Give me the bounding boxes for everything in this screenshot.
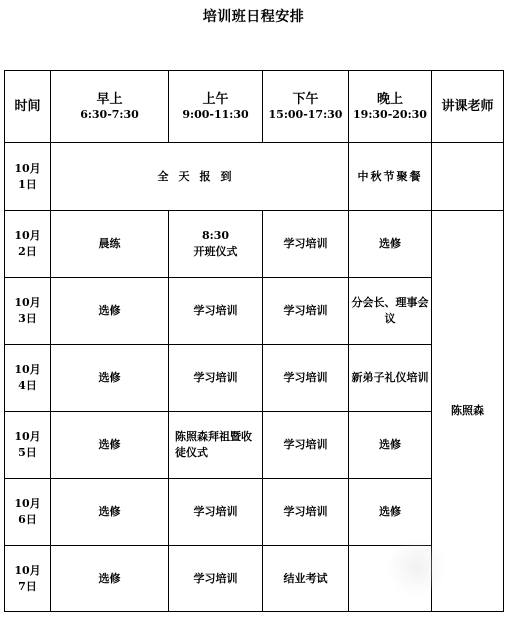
evening-cell: 选修 [349, 479, 432, 546]
page-title: 培训班日程安排 [202, 9, 305, 25]
evening-cell: 选修 [349, 211, 432, 278]
date-cell: 10月 7日 [5, 546, 51, 612]
table-row [5, 345, 504, 412]
forenoon-cell: 学习培训 [169, 278, 263, 345]
early-cell: 选修 [51, 546, 169, 612]
evening-cell: 选修 [349, 412, 432, 479]
table-header-row [5, 71, 504, 143]
forenoon-cell: 学习培训 [169, 546, 263, 612]
evening-cell: 中秋节聚餐 [349, 143, 432, 211]
table-row [5, 412, 504, 479]
afternoon-cell: 学习培训 [263, 278, 349, 345]
header-evening-time: 19:30-20:30 [353, 107, 427, 121]
early-cell: 选修 [51, 345, 169, 412]
date-cell: 10月 6日 [5, 479, 51, 546]
table-row [5, 211, 504, 278]
table-row [5, 278, 504, 345]
allday-registration-cell: 全天报到 [51, 143, 349, 211]
header-early-morning-label: 早上 [96, 91, 123, 107]
afternoon-cell: 学习培训 [263, 211, 349, 278]
early-cell: 选修 [51, 278, 169, 345]
header-early-morning [51, 71, 169, 143]
header-teacher: 讲课老师 [432, 71, 504, 143]
date-cell: 10月 5日 [5, 412, 51, 479]
teacher-empty-cell [432, 143, 504, 211]
afternoon-cell: 学习培训 [263, 412, 349, 479]
date-cell: 10月 4日 [5, 345, 51, 412]
header-afternoon-label: 下午 [292, 91, 319, 107]
afternoon-cell: 学习培训 [263, 479, 349, 546]
afternoon-cell: 学习培训 [263, 345, 349, 412]
date-cell: 10月 2日 [5, 211, 51, 278]
forenoon-cell: 8:30 开班仪式 [169, 211, 263, 278]
table-row [5, 143, 504, 211]
evening-cell: 分会长、理事会议 [349, 278, 432, 345]
header-time: 时间 [5, 71, 51, 143]
header-forenoon-time: 9:00-11:30 [182, 107, 249, 121]
forenoon-cell: 学习培训 [169, 345, 263, 412]
date-cell: 10月 1日 [5, 143, 51, 211]
evening-cell: 新弟子礼仪培训 [349, 345, 432, 412]
forenoon-cell: 陈照森拜祖暨收徒仪式 [169, 412, 263, 479]
table-row [5, 479, 504, 546]
header-evening-label: 晚上 [376, 91, 403, 107]
header-forenoon-label: 上午 [202, 91, 229, 107]
header-evening [349, 71, 432, 143]
header-afternoon-time: 15:00-17:30 [268, 107, 343, 121]
schedule-table [4, 70, 504, 612]
afternoon-cell: 结业考试 [263, 546, 349, 612]
forenoon-cell: 学习培训 [169, 479, 263, 546]
early-cell: 选修 [51, 479, 169, 546]
early-cell: 晨练 [51, 211, 169, 278]
early-cell: 选修 [51, 412, 169, 479]
header-forenoon [169, 71, 263, 143]
header-afternoon [263, 71, 349, 143]
watermark-logo [387, 537, 447, 597]
teacher-name-cell: 陈照森 [432, 211, 504, 612]
date-cell: 10月 3日 [5, 278, 51, 345]
header-early-morning-time: 6:30-7:30 [80, 107, 139, 121]
